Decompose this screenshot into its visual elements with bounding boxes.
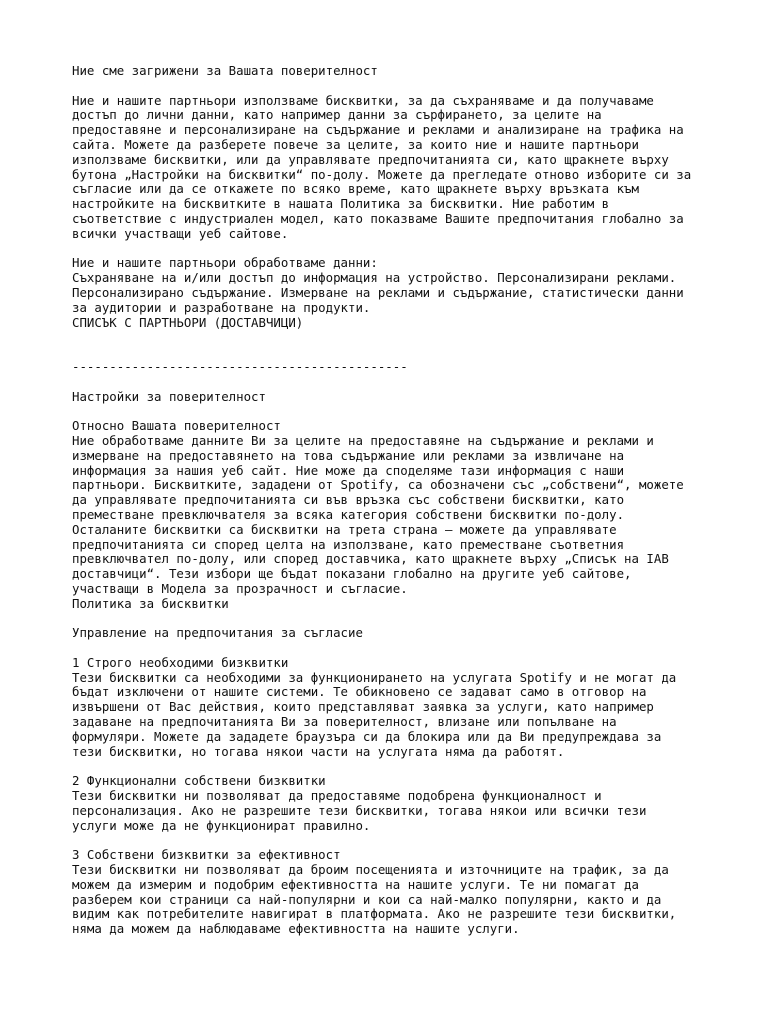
section-functional: 2 Функционални собствени бизквитки Тези бисквитки ни позволяват да предоставяме подобрена функционалност и персонализация. Ако не разрешите тези бисквитки, тогава някои или всички тези услуги може да не функционират правилно. — [72, 773, 647, 833]
settings-heading: Настройки за поверителност — [72, 388, 266, 404]
intro-paragraph: Ние и нашите партньори използваме бисквитки, за да съхраняваме и да получаваме достъп до лични данни, като например данни за сърфирането, за целите на предоставяне и персонализиране на съдържание и реклами и анализиране на трафика на сайта. Можете да разберете повече за целите, за които ние и нашите партньори използваме бисквитки, или да управлявате предпочитанията си, като щракнете върху бутона „Настройки на бисквитки“ по-долу. Можете да прегледате отново изборите си за съгласие или да се откажете по всяко време, като щракнете върху връзката към настройките на бисквитките в нашата Политика за бисквитки. Ние работим в съответствие с индустриален модел, като показваме Вашите предпочитания глобално за всички участващи уеб сайтове. — [72, 92, 692, 241]
document-title: Ние сме загрижени за Вашата поверителност — [72, 63, 378, 78]
partners-paragraph: Ние и нашите партньори обработваме данни: Съхраняване на и/или достъп до информация на устройство. Персонализирани реклами. Персонализирано съдържание. Измерване на реклами и съдържание, статистически данни за аудитории и разработване на продукти. СПИСЪК С ПАРТНЬОРИ (ДОСТАВЧИЦИ) — [72, 255, 684, 330]
privacy-paragraph: Относно Вашата поверителност Ние обработваме данните Ви за целите на предоставяне на съдържание и реклами и измерване на предоставянето на това съдържание или реклами за извличане на информация за нашия уеб сайт. Ние може да споделяме тази информация с наши партньори. Бисквитките, зададени от Spotify, са обозначени със „собствени“, можете да управлявате предпочитанията си във връзка със собствени бисквитки, като преместване превключвателя за всяка категория собствени бисквитки по-долу. Осталаните бисквитки са бисквитки на трета страна – можете да управлявате предпочитанията си според целта на използване, като преместване съответния превключвател по-долу, или според доставчика, като щракнете върху „Списък на IAB доставчици“. Тези избори ще бъдат показани глобално на другите уеб сайтове, участващи в Модела за прозрачност и съгласие. Политика за бисквитки — [72, 418, 684, 611]
consent-heading: Управление на предпочитания за съгласие — [72, 625, 363, 641]
separator: --------------------------------------------- — [72, 358, 408, 374]
section-performance: 3 Собствени бизквитки за ефективност Тези бисквитки ни позволяват да броим посещенията и източниците на трафик, за да можем да измерим и подобрим ефективността на нашите услуги. Те ни помагат да разберем кои страници са най-популярни и кои са най-малко популярни, както и да видим как потребителите навигират в платформата. Ако не разрешите тези бисквитки, няма да можем да наблюдаваме ефективността на нашите услуги. — [72, 847, 677, 937]
section-strictly-necessary: 1 Строго необходими бизквитки Тези бисквитки са необходими за функционирането на услугата Spotify и не могат да бъдат изключени от нашите системи. Те обикновено се задават само в отговор на извършени от Вас действия, които представляват заявка за услуги, като например задаване на предпочитанията Ви за поверителност, влизане или попълване на формуляри. Можете да зададете браузъра си да блокира или да Ви предупреждава за тези бисквитки, но тогава някои части на услугата няма да работят. — [72, 654, 677, 759]
